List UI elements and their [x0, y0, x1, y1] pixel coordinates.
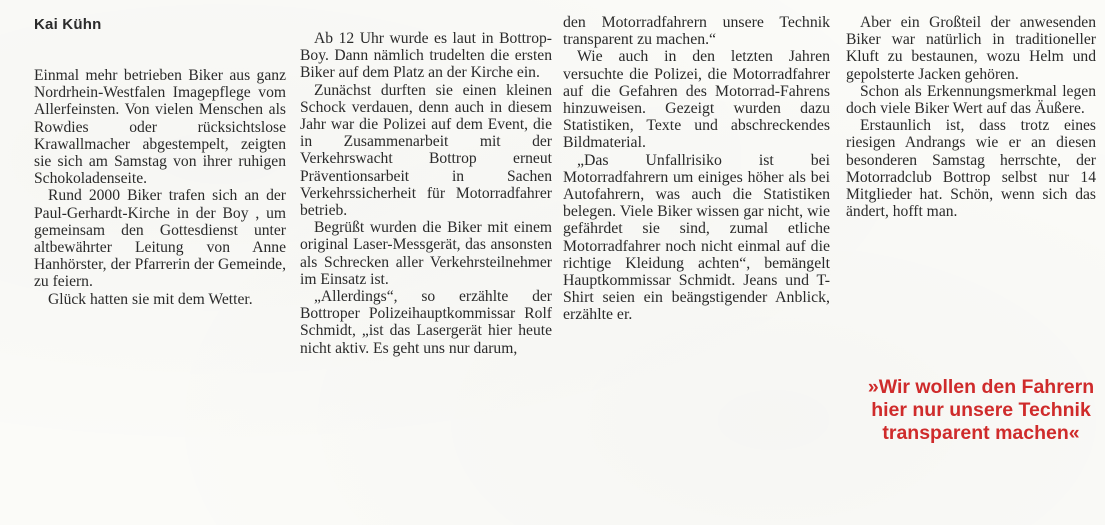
author-byline: Kai Kühn [34, 16, 102, 33]
paragraph: Zunächst durften sie einen kleinen Schock verdauen, denn auch in diesem Jahr war die Polizei auf dem Event, die in Zusammenarbeit mit der Verkehrswacht Bottrop erneut Präventionsarbeit in Sachen Verkehrssicherheit für Motorradfahrer betrieb. [300, 81, 552, 220]
paragraph: Begrüßt wurden die Biker mit einem original Laser-Messgerät, das ansonsten als Schrecken aller Verkehrsteilnehmer im Einsatz ist. [300, 219, 552, 288]
article-column-2 [300, 30, 552, 357]
paragraph: Aber ein Großteil der anwesenden Biker war natürlich in traditioneller Kluft zu bestaunen, wozu Helm und gepolsterte Jacken gehören. [846, 14, 1096, 83]
paragraph: Wie auch in den letzten Jahren versuchte die Polizei, die Motorradfahrer auf die Gefahren des Motorrad-Fahrens hinzuweisen. Gezeigt wurden dazu Statistiken, Texte und abschreckendes Bildmaterial. [563, 48, 830, 152]
article-column-1 [34, 16, 286, 308]
paragraph: Erstaunlich ist, dass trotz eines riesigen Andrangs wie er an diesen besonderen Samstag herrschte, der Motorradclub Bottrop selbst nur 14 Mitglieder hat. Schön, wenn sich das ändert, hofft man. [846, 117, 1096, 221]
paragraph: Schon als Erkennungsmerkmal legen doch viele Biker Wert auf das Äußere. [846, 82, 1096, 118]
paragraph: Glück hatten sie mit dem Wetter. [48, 290, 253, 308]
paragraph: „Das Unfallrisiko ist bei Motorradfahrern um einiges höher als bei Autofahrern, was auch die Statistiken belegen. Viele Biker wissen gar nicht, wie gefährdet sie sind, zumal etliche Motorradfahrer noch nicht einmal auf die richtige Kleidung achten“, bemängelt Hauptkommissar Schmidt. Jeans und T-Shirt seien ein beängstigender Anblick, erzählte er. [563, 151, 830, 324]
article-column-3 [563, 14, 830, 324]
paragraph: Einmal mehr betrieben Biker aus ganz Nordrhein-Westfalen Imagepflege vom Allerfeinsten. Von vielen Menschen als Rowdies oder rücksichtslose Krawallmacher abgestempelt, zeigten sie sich am Samstag von ihrer ruhigen Schokoladenseite. [34, 67, 286, 188]
paragraph: „Allerdings“, so erzählte der Bottroper Polizeihauptkommissar Rolf Schmidt, „ist das Lasergerät hier heute nicht aktiv. Es geht uns nur darum, [300, 288, 552, 357]
article-column-4 [846, 14, 1096, 220]
paragraph: Ab 12 Uhr wurde es laut in Bottrop-Boy. Dann nämlich trudelten die ersten Biker auf dem Platz an der Kirche ein. [300, 30, 552, 82]
pull-quote: »Wir wollen den Fahrern hier nur unsere Technik transparent machen« [867, 376, 1095, 444]
paragraph: Rund 2000 Biker trafen sich an der Paul-Gerhardt-Kirche in der Boy , um gemeinsam den Gottesdienst unter altbewährter Leitung von Anne Hanhörster, der Pfarrerin der Gemeinde, zu feiern. [34, 187, 286, 291]
paragraph: den Motorradfahrern unsere Technik transparent zu machen.“ [563, 14, 830, 49]
